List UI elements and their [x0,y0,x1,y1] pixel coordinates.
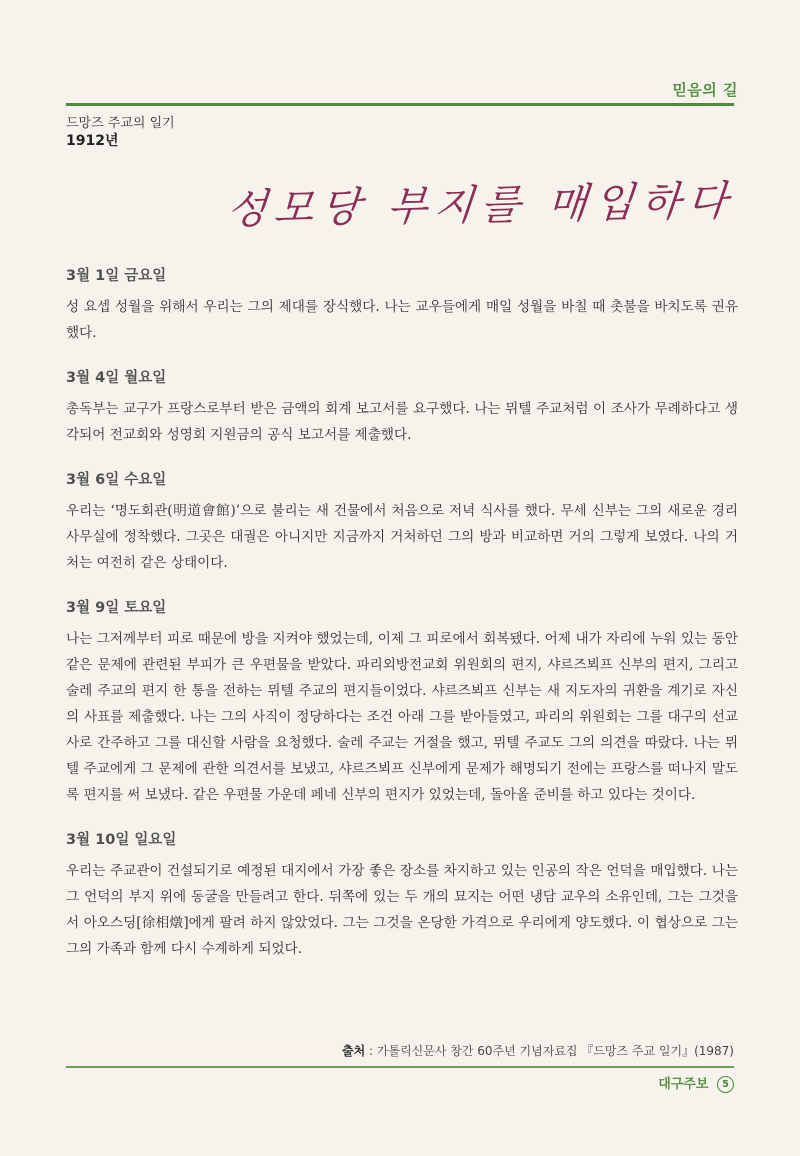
entry-text: 성 요셉 성월을 위해서 우리는 그의 제대를 장식했다. 나는 교우들에게 매일 성월을 바칠 때 촛불을 바치도록 권유했다. [66,299,738,341]
page-number: 5 [717,1076,734,1093]
year-label: 1912년 [66,133,119,149]
entry-text: 우리는 주교관이 건설되기로 예정된 대지에서 가장 좋은 장소를 차지하고 있는 인공의 작은 언덕을 매입했다. 나는 그 언덕의 부지 위에 동굴을 만들려고 한다. 뒤쪽에 있는 두 개의 묘지는 어떤 냉담 교우의 소유인데, 그는 그것을 서 아오스딩[徐相燉]에게 팔려 하지 않았었다. 그는 그것을 온당한 가격으로 우리에게 양도했다. 이 협상으로 그는 그의 가족과 함께 다시 수계하게 되었다. [66,863,738,957]
entry-date: 3월 10일 일요일 [66,832,177,848]
entry-text: 나는 그저께부터 피로 때문에 방을 지켜야 했었는데, 이제 그 피로에서 회복됐다. 어제 내가 자리에 누워 있는 동안 같은 문제에 관련된 부피가 큰 우편물을 받았다. 파리외방전교회 위원회의 편지, 샤르즈뵈프 신부의 편지, 그리고 술레 주교의 편지 한 통을 전하는 뮈텔 주교의 편지들이었다. 샤르즈뵈프 신부는 새 지도자의 귀환을 계기로 자신의 사표를 제출했다. 나는 그의 사직이 정당하다는 조건 아래 그를 받아들였고, 파리의 위원회는 그를 대구의 선교사로 간주하고 그를 대신할 사람을 요청했다. 술레 주교는 거절을 했고, 뮈텔 주교도 그의 의견을 따랐다. 나는 뮈텔 주교에게 그 문제에 관한 의견서를 보냈고, 샤르즈뵈프 신부에게 문제가 해명되기 전에는 프랑스를 떠나지 말도록 편지를 써 보냈다. 같은 우편물 가운데 페네 신부의 편지가 있었는데, 돌아올 준비를 하고 있다는 것이다. [66,631,738,803]
publication-name: 대구주보 [658,1077,709,1092]
section-label: 믿음의 길 [672,81,738,99]
diary-entry [66,265,738,346]
footer [658,1073,734,1093]
entry-text: 우리는 ‘명도회관(明道會館)’으로 불리는 새 건물에서 처음으로 저녁 식사를 했다. 무세 신부는 그의 새로운 경리 사무실에 정착했다. 그곳은 대궐은 아니지만 지금까지 거처하던 그의 방과 비교하면 거의 그렇게 보였다. 나의 거처는 여전히 같은 상태이다. [66,503,738,571]
top-divider [66,103,734,106]
diary-entries [66,265,738,983]
series-title: 드망즈 주교의 일기 [66,116,175,131]
entry-date: 3월 9일 토요일 [66,600,167,616]
source-label: 출처 [342,1044,366,1058]
entry-date: 3월 1일 금요일 [66,268,167,284]
entry-date: 3월 6일 수요일 [66,472,167,488]
source-text: : 가톨릭신문사 창간 60주년 기념자료집 『드망즈 주교 일기』(1987) [365,1044,734,1058]
diary-entry [66,597,738,808]
source-citation [342,1042,734,1059]
bottom-divider [66,1066,734,1068]
diary-entry [66,469,738,576]
main-title: 성모당 부지를 매입하다 [225,176,737,234]
diary-entry [66,829,738,962]
entry-date: 3월 4일 월요일 [66,370,167,386]
diary-entry [66,367,738,448]
entry-text: 총독부는 교구가 프랑스로부터 받은 금액의 회계 보고서를 요구했다. 나는 뮈텔 주교처럼 이 조사가 무례하다고 생각되어 전교회와 성영회 지원금의 공식 보고서를 제출했다. [66,401,738,443]
